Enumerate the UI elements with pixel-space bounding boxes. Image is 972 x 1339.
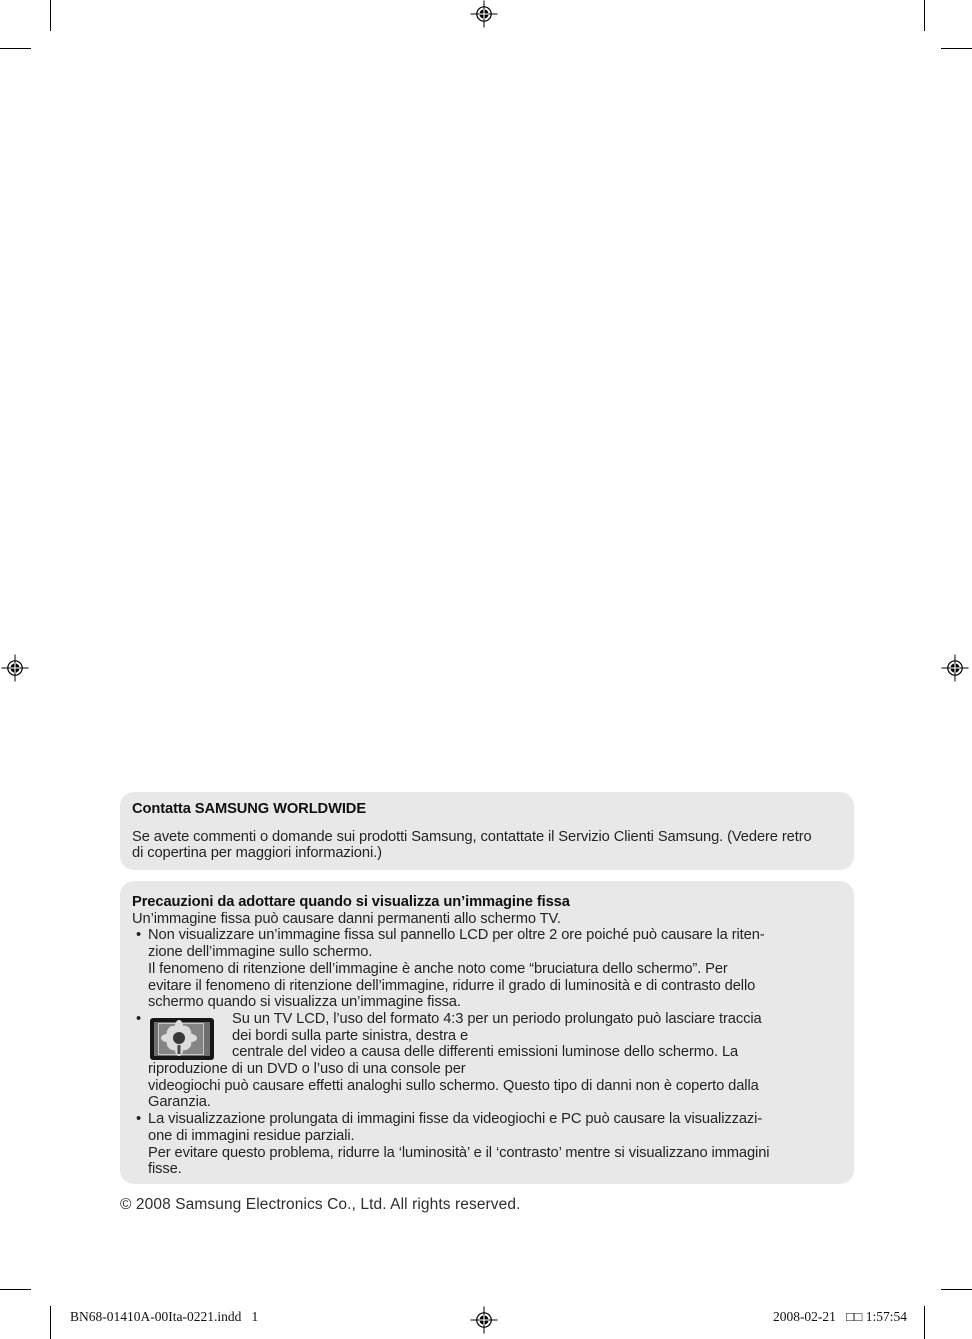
text-line: Il fenomeno di ritenzione dell’immagine è anche noto come “bruciatura dello schermo”. Per: [148, 960, 728, 977]
bullet-item-retention: [132, 927, 844, 1011]
contact-samsung-box: [120, 792, 854, 870]
text-line: centrale del video a causa delle differenti emissioni luminose dello schermo. La: [232, 1044, 739, 1061]
bullet-item-videogames-pc: [132, 1111, 844, 1178]
registration-mark-bottom: [470, 1306, 498, 1334]
text-line: videogiochi può causare effetti analoghi sullo schermo. Questo tipo di danni non è coperto dalla: [148, 1077, 759, 1094]
text-line: riproduzione di un DVD o l’uso di una console per: [148, 1061, 466, 1078]
footer-print-timestamp: 2008-02-21 □□ 1:57:54: [772, 1309, 907, 1324]
tv-retention-image: [150, 1018, 214, 1060]
copyright-notice: © 2008 Samsung Electronics Co., Ltd. All rights reserved.: [120, 1196, 521, 1213]
registration-mark-left: [1, 654, 29, 682]
text-line: Se avete commenti o domande sui prodotti Samsung, contattate il Servizio Clienti Samsung. (Vedere retro: [132, 828, 812, 845]
registration-mark-top: [470, 0, 498, 28]
text-line: one di immagini residue parziali.: [148, 1127, 355, 1144]
crop-mark-top-left-vertical: [50, 0, 52, 31]
text-line: schermo quando si visualizza un’immagine fissa.: [148, 994, 461, 1011]
text-line: Non visualizzare un’immagine fissa sul pannello LCD per oltre 2 ore poiché può causare la riten-: [148, 927, 765, 944]
precautions-box-title: Precauzioni da adottare quando si visualizza un’immagine fissa: [132, 894, 570, 910]
text-line: di copertina per maggiori informazioni.): [132, 845, 382, 862]
crop-mark-bottom-left-vertical: [50, 1306, 52, 1339]
text-line: dei bordi sulla parte sinistra, destra e: [232, 1027, 469, 1044]
text-line: fisse.: [148, 1161, 182, 1178]
crop-mark-bottom-right-horizontal: [941, 1289, 972, 1291]
text-line: Su un TV LCD, l’uso del formato 4:3 per un periodo prolungato può lasciare traccia: [232, 1010, 762, 1027]
still-image-precautions-box: [120, 881, 854, 1184]
crop-mark-bottom-left-horizontal: [0, 1289, 31, 1291]
registration-mark-right: [941, 654, 969, 682]
crop-mark-bottom-right-vertical: [924, 1306, 926, 1339]
crop-mark-top-left-horizontal: [0, 48, 31, 50]
text-line: La visualizzazione prolungata di immagini fisse da videogiochi e PC può causare la visualizzazi-: [148, 1111, 763, 1128]
precautions-intro: Un’immagine fissa può causare danni permanenti allo schermo TV.: [132, 910, 561, 927]
text-line: evitare il fenomeno di ritenzione dell’immagine, ridurre il grado di luminosità e di contrasto dello: [148, 977, 756, 994]
crop-mark-top-right-vertical: [924, 0, 926, 31]
contact-box-title: Contatta SAMSUNG WORLDWIDE: [132, 801, 367, 817]
text-line: zione dell’immagine sullo schermo.: [148, 944, 373, 961]
bullet-marker: •: [136, 927, 142, 944]
text-line: Per evitare questo problema, ridurre la ‘luminosità’ e il ‘contrasto’ mentre si visualizzano immagini: [148, 1144, 770, 1161]
bullet-item-4-3-format: [132, 1011, 844, 1111]
footer-filename: BN68-01410A-00Ita-0221.indd 1: [70, 1309, 259, 1324]
bullet-marker: •: [136, 1111, 142, 1128]
bullet-marker: •: [136, 1010, 142, 1027]
crop-mark-top-right-horizontal: [941, 48, 972, 50]
text-line: Garanzia.: [148, 1094, 211, 1111]
